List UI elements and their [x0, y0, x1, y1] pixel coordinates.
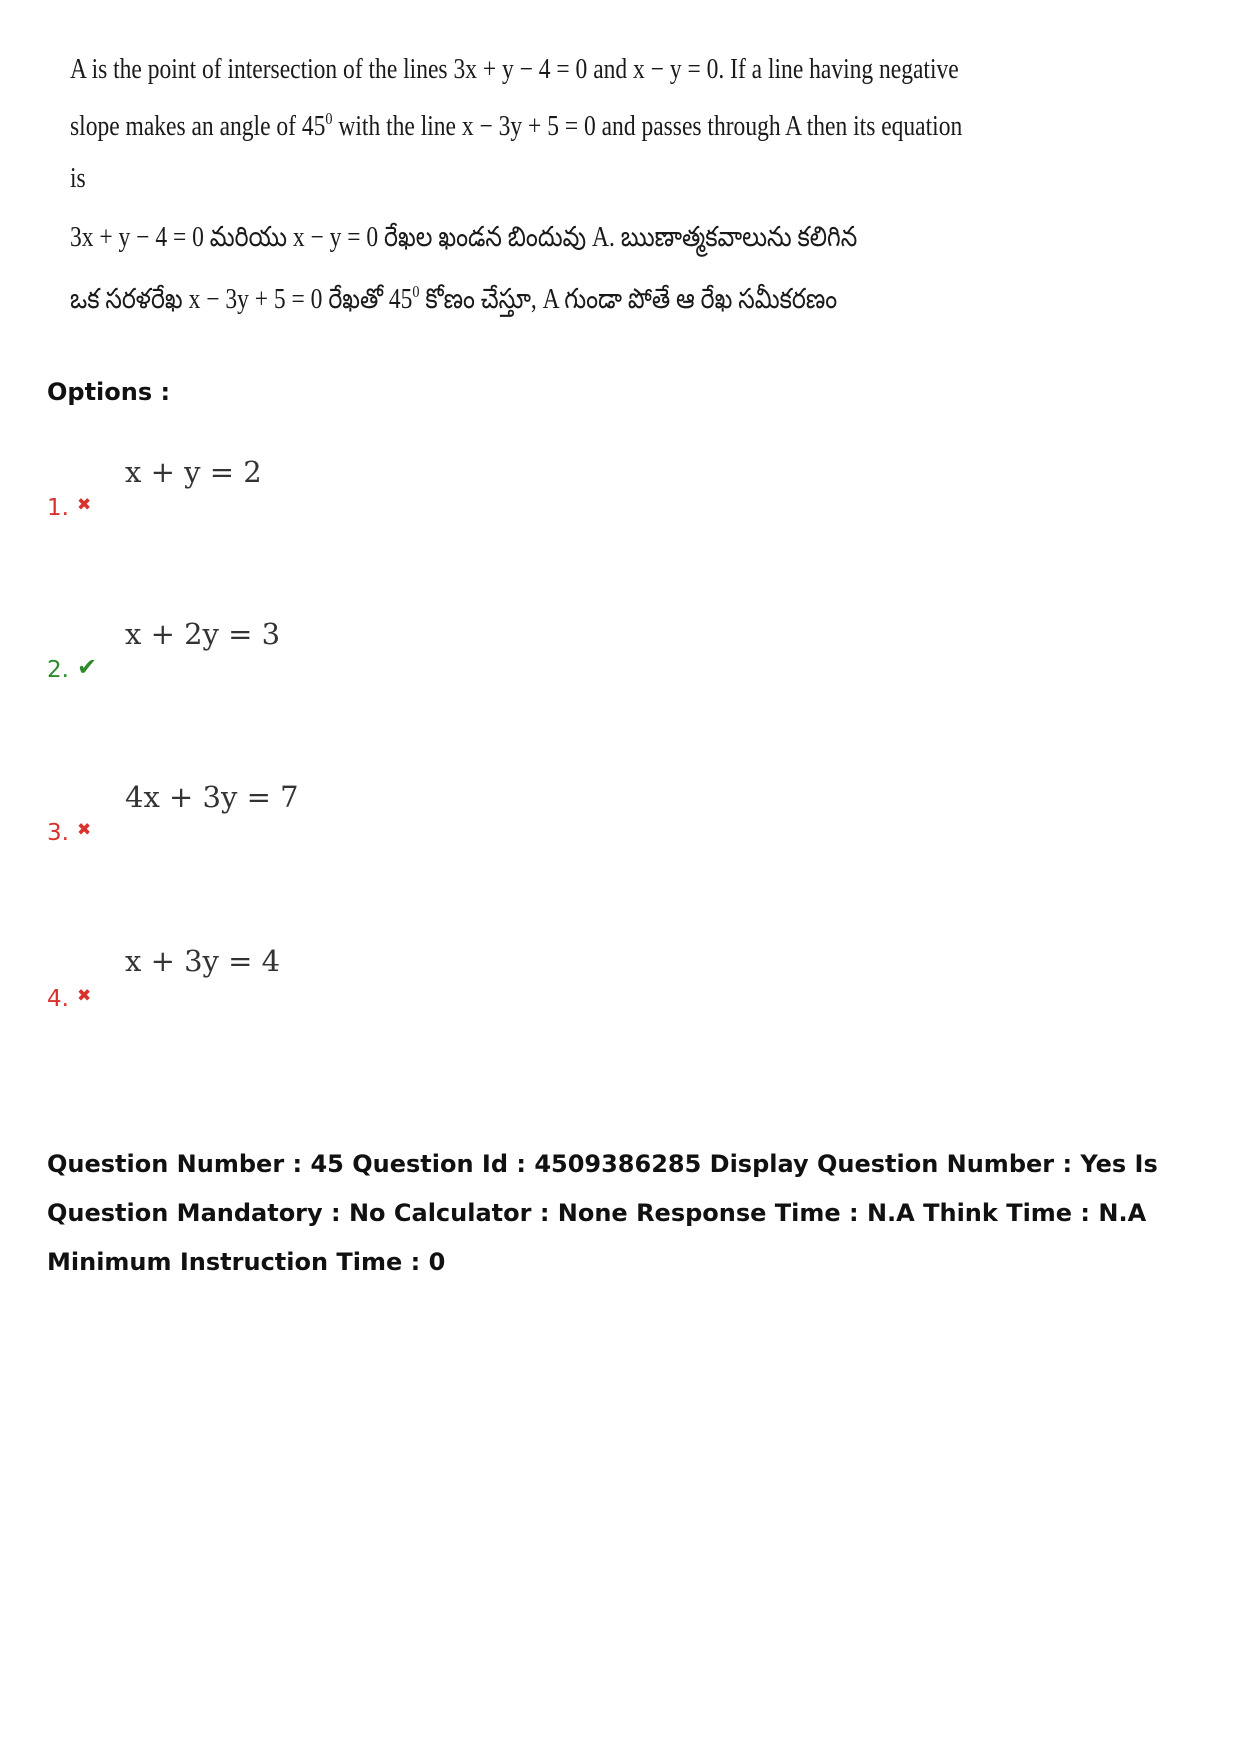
option-number: 2.: [47, 657, 69, 683]
option-4[interactable]: [47, 944, 647, 1044]
question-text-part: కోణం చేస్తూ, A గుండా పోతే ఆ రేఖ సమీకరణం: [419, 284, 838, 315]
option-equation: x + 2y = 3: [125, 617, 281, 651]
degree-superscript: 0: [412, 282, 420, 301]
cross-icon: ✖: [77, 820, 92, 840]
question-image: [66, 44, 963, 334]
question-text-part: with the line x − 3y + 5 = 0 and passes through A then its equation: [332, 111, 963, 142]
cross-icon: ✖: [77, 495, 92, 515]
degree-superscript: 0: [325, 109, 333, 128]
question-text-part: ఒక సరళరేఖ x − 3y + 5 = 0 రేఖతో 45: [70, 284, 413, 315]
option-3[interactable]: [47, 780, 647, 880]
option-equation: x + 3y = 4: [125, 944, 281, 978]
option-equation: x + y = 2: [125, 455, 262, 489]
option-number: 1.: [47, 495, 69, 521]
option-equation: 4x + 3y = 7: [125, 780, 299, 814]
question-english-line-2: [70, 109, 962, 143]
check-icon: ✔: [77, 653, 98, 681]
option-1[interactable]: [47, 455, 647, 555]
question-english-line-1: A is the point of intersection of the lines 3x + y − 4 = 0 and x − y = 0. If a line having negative: [70, 54, 959, 85]
question-text-part: slope makes an angle of 45: [70, 111, 326, 142]
option-number: 4.: [47, 986, 69, 1012]
cross-icon: ✖: [77, 986, 92, 1006]
question-telugu-line-2: [70, 282, 837, 322]
option-2[interactable]: [47, 617, 647, 717]
question-metadata: Question Number : 45 Question Id : 4509386285 Display Question Number : Yes Is Question Mandatory : No Calculator : None Response Time : N.A Think Time : N.A Minimum Instruction Time : 0: [47, 1150, 1158, 1276]
options-label: Options :: [47, 378, 171, 406]
question-telugu-line-1: 3x + y − 4 = 0 మరియు x − y = 0 రేఖల ఖండన బిందువు A. ఋణాత్మకవాలును కలిగిన: [70, 222, 858, 253]
option-number: 3.: [47, 820, 69, 846]
question-english-line-3: is: [70, 163, 86, 194]
